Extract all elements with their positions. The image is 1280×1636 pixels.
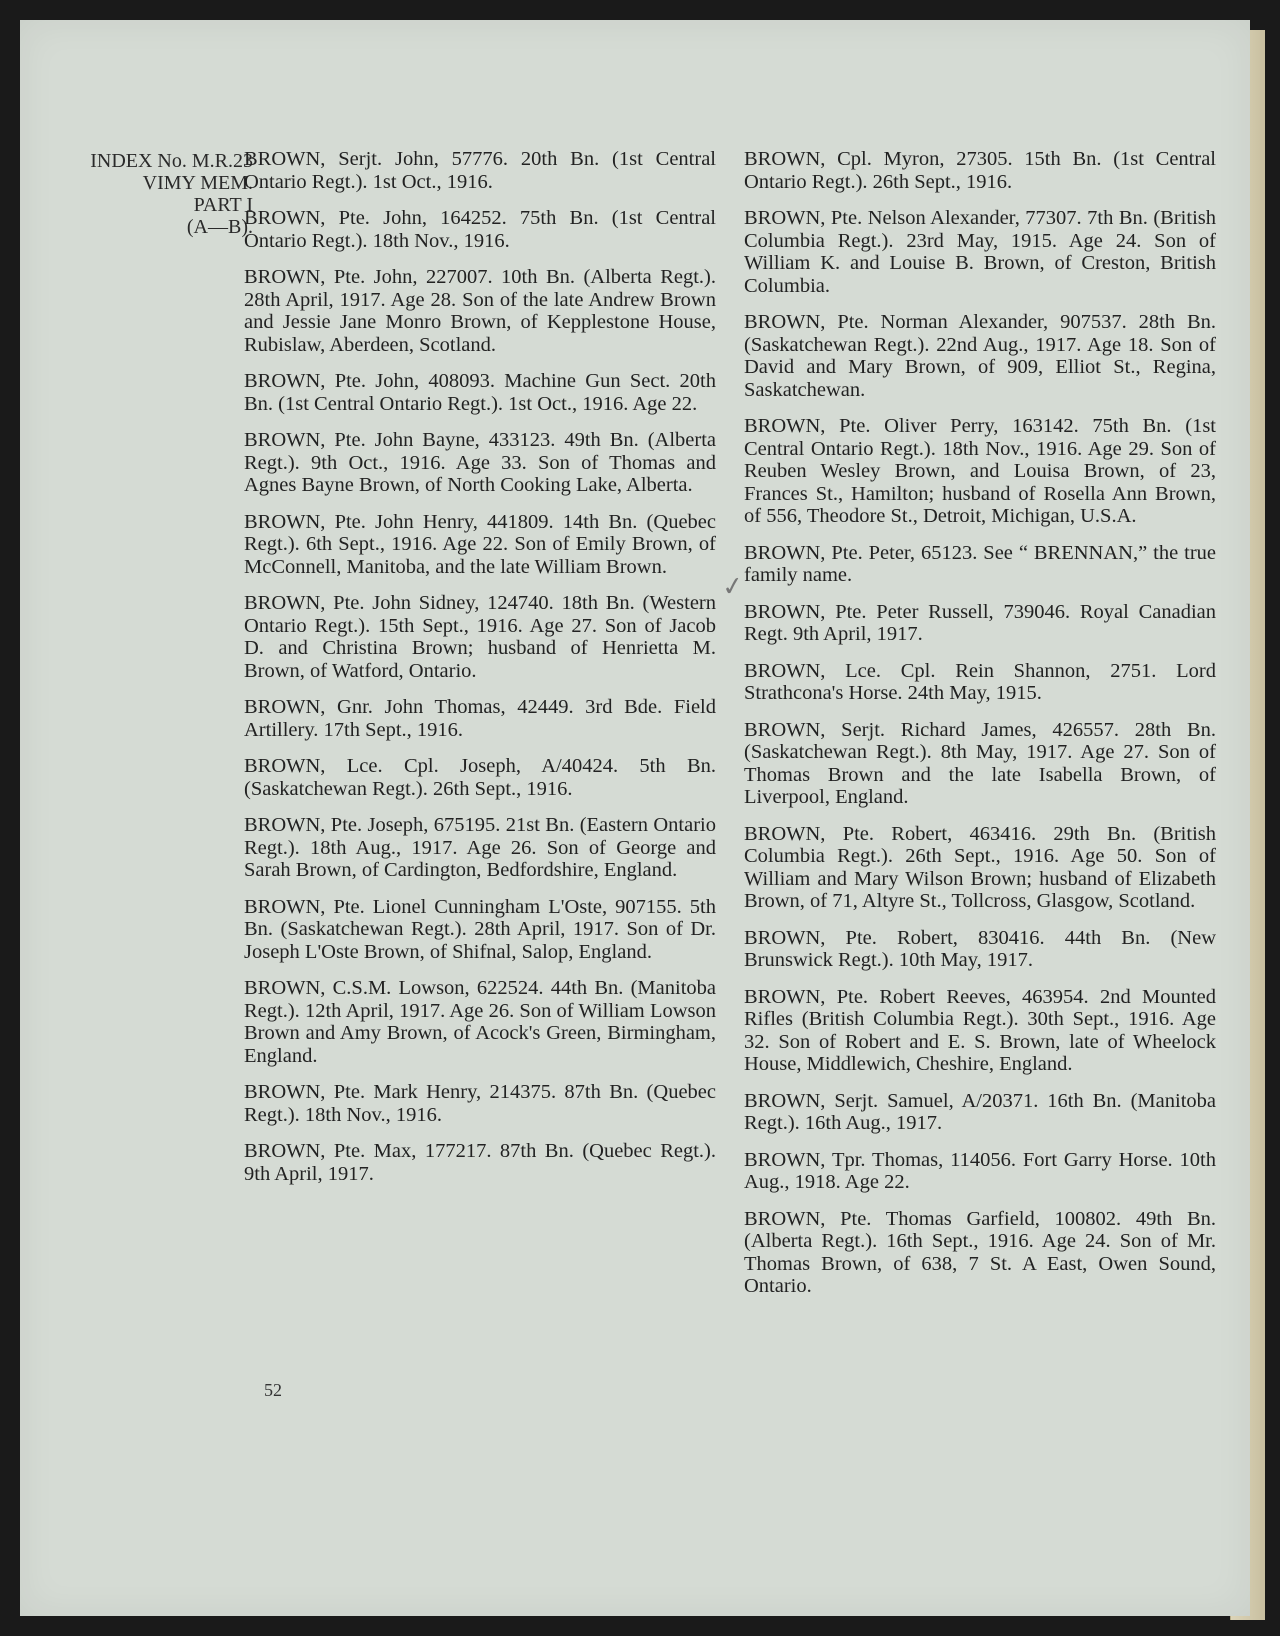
list-item: BROWN, Pte. Peter Russell, 739046. Royal Canadian Regt. 9th April, 1917.	[744, 600, 1216, 645]
list-item: BROWN, Serjt. Richard James, 426557. 28th Bn. (Saskatchewan Regt.). 8th May, 1917. Age 27. Son of Thomas Brown and the late Isabella Brown, of Liverpool, England.	[744, 718, 1216, 808]
list-item: BROWN, Gnr. John Thomas, 42449. 3rd Bde. Field Artillery. 17th Sept., 1916.	[244, 696, 716, 741]
list-item: BROWN, Lce. Cpl. Rein Shannon, 2751. Lord Strathcona's Horse. 24th May, 1915.	[744, 659, 1216, 704]
list-item: BROWN, Pte. John, 408093. Machine Gun Sect. 20th Bn. (1st Central Ontario Regt.). 1st Oct., 1916. Age 22.	[244, 370, 716, 415]
list-item: BROWN, Lce. Cpl. Joseph, A/40424. 5th Bn. (Saskatchewan Regt.). 26th Sept., 1916.	[244, 755, 716, 800]
list-item: BROWN, Pte. Norman Alexander, 907537. 28th Bn. (Saskatchewan Regt.). 22nd Aug., 1917. Age 18. Son of David and Mary Brown, of 909, Elliot St., Regina, Saskatchewan.	[744, 311, 1216, 401]
list-item: BROWN, C.S.M. Lowson, 622524. 44th Bn. (Manitoba Regt.). 12th April, 1917. Age 26. Son of William Lowson Brown and Amy Brown, of Acock's Green, Birmingham, England.	[244, 977, 716, 1067]
list-item: BROWN, Pte. John Henry, 441809. 14th Bn. (Quebec Regt.). 6th Sept., 1916. Age 22. Son of Emily Brown, of McConnell, Manitoba, and the late William Brown.	[244, 510, 716, 578]
list-item: BROWN, Pte. Lionel Cunningham L'Oste, 907155. 5th Bn. (Saskatchewan Regt.). 28th April, 1917. Son of Dr. Joseph L'Oste Brown, of Shifnal, Salop, England.	[244, 895, 716, 963]
list-item: BROWN, Pte. Peter, 65123. See “ BRENNAN,” the true family name.	[744, 541, 1216, 586]
list-item: BROWN, Cpl. Myron, 27305. 15th Bn. (1st Central Ontario Regt.). 26th Sept., 1916.	[744, 148, 1216, 193]
list-item: BROWN, Pte. Thomas Garfield, 100802. 49th Bn. (Alberta Regt.). 16th Sept., 1916. Age 24. Son of Mr. Thomas Brown, of 638, 7 St. A East, Owen Sound, Ontario.	[744, 1207, 1216, 1297]
left-column	[244, 148, 716, 1199]
part-label: PART I	[193, 194, 253, 216]
list-item: BROWN, Pte. John Bayne, 433123. 49th Bn. (Alberta Regt.). 9th Oct., 1916. Age 33. Son of Thomas and Agnes Bayne Brown, of North Cooking Lake, Alberta.	[244, 429, 716, 496]
range-label: (A—B).	[186, 216, 253, 238]
list-item: BROWN, Pte. John Sidney, 124740. 18th Bn. (Western Ontario Regt.). 15th Sept., 1916. Age 27. Son of Jacob D. and Christina Brown; husband of Henrietta M. Brown, of Watford, Ontario.	[244, 592, 716, 682]
right-column	[744, 148, 1216, 1312]
list-item: BROWN, Pte. Nelson Alexander, 77307. 7th Bn. (British Columbia Regt.). 23rd May, 1915. Age 24. Son of William K. and Louise B. Brown, of Creston, British Columbia.	[744, 207, 1216, 297]
list-item: BROWN, Pte. Oliver Perry, 163142. 75th Bn. (1st Central Ontario Regt.). 18th Nov., 1916. Age 29. Son of Reuben Wesley Brown, and Louisa Brown, of 23, Frances St., Hamilton; husband of Rosella Ann Brown, of 556, Theodore St., Detroit, Michigan, U.S.A.	[744, 415, 1216, 527]
list-item: BROWN, Pte. Robert, 830416. 44th Bn. (New Brunswick Regt.). 10th May, 1917.	[744, 926, 1216, 971]
list-item: BROWN, Pte. Robert, 463416. 29th Bn. (British Columbia Regt.). 26th Sept., 1916. Age 50. Son of William and Mary Wilson Brown; husband of Elizabeth Brown, of 71, Altyre St., Tollcross, Glasgow, Scotland.	[744, 822, 1216, 912]
list-item: BROWN, Serjt. Samuel, A/20371. 16th Bn. (Manitoba Regt.). 16th Aug., 1917.	[744, 1089, 1216, 1134]
list-item: BROWN, Pte. Joseph, 675195. 21st Bn. (Eastern Ontario Regt.). 18th Aug., 1917. Age 26. Son of George and Sarah Brown, of Cardington, Bedfordshire, England.	[244, 814, 716, 881]
list-item: BROWN, Pte. John, 164252. 75th Bn. (1st Central Ontario Regt.). 18th Nov., 1916.	[244, 207, 716, 252]
document-page	[20, 20, 1250, 1616]
list-item: BROWN, Pte. Robert Reeves, 463954. 2nd Mounted Rifles (British Columbia Regt.). 30th Sept., 1916. Age 32. Son of Robert and E. S. Brown, late of Wheelock House, Middlewich, Cheshire, England.	[744, 985, 1216, 1075]
index-number: INDEX No. M.R.23	[90, 150, 253, 172]
list-item: BROWN, Pte. Mark Henry, 214375. 87th Bn. (Quebec Regt.). 18th Nov., 1916.	[244, 1081, 716, 1126]
page-number: 52	[264, 1380, 282, 1400]
memorial-name: VIMY MEM.	[142, 172, 253, 194]
list-item: BROWN, Tpr. Thomas, 114056. Fort Garry Horse. 10th Aug., 1918. Age 22.	[744, 1148, 1216, 1193]
check-mark-icon: ✓	[720, 570, 746, 604]
list-item: BROWN, Serjt. John, 57776. 20th Bn. (1st Central Ontario Regt.). 1st Oct., 1916.	[244, 148, 716, 193]
list-item: BROWN, Pte. Max, 177217. 87th Bn. (Quebec Regt.). 9th April, 1917.	[244, 1140, 716, 1185]
list-item: BROWN, Pte. John, 227007. 10th Bn. (Alberta Regt.). 28th April, 1917. Age 28. Son of the late Andrew Brown and Jessie Jane Monro Brown, of Kepplestone House, Rubislaw, Aberdeen, Scotland.	[244, 266, 716, 356]
index-heading	[38, 150, 253, 238]
